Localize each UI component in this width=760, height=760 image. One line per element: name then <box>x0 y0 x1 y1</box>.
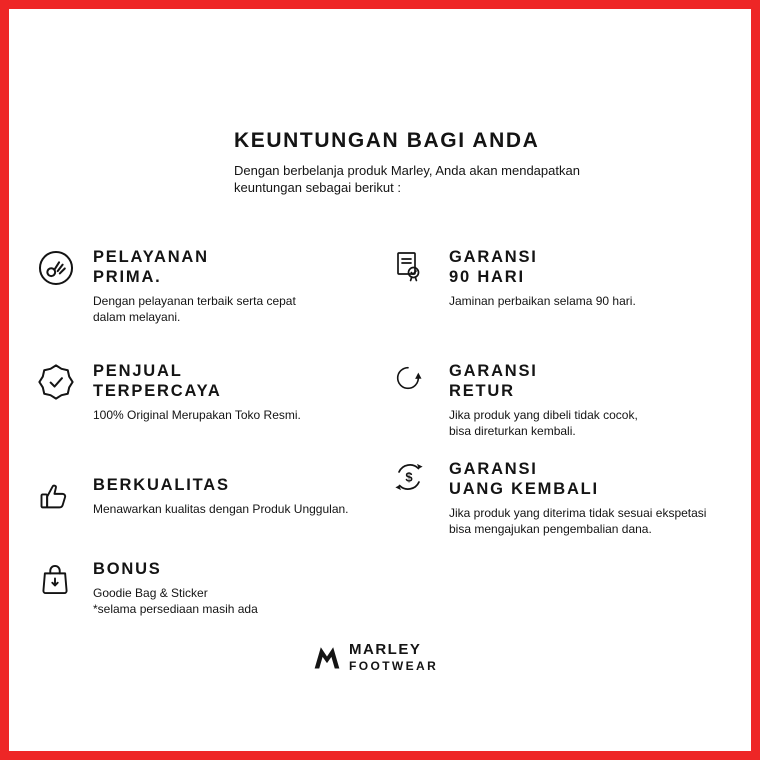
benefit-text <box>93 475 349 518</box>
subtitle-line-1: Dengan berbelanja produk Marley, Anda akan mendapatkan <box>234 163 580 178</box>
marley-logo-icon <box>312 644 342 670</box>
benefit-title: GARANSI UANG KEMBALI <box>449 460 599 498</box>
benefit-description: Jika produk yang diterima tidak sesuai ekspetasi bisa mengajukan pengembalian dana. <box>449 506 707 536</box>
benefit-bonus <box>37 559 258 617</box>
benefit-title: BERKUALITAS <box>93 476 230 494</box>
benefit-pelayanan-prima <box>37 247 296 325</box>
benefit-title: GARANSI RETUR <box>449 362 538 400</box>
page-subtitle <box>234 162 580 196</box>
shopping-bag-icon <box>37 559 79 617</box>
benefit-text <box>93 247 296 325</box>
benefit-garansi-90-hari <box>393 247 636 310</box>
ok-hand-icon <box>37 247 79 325</box>
benefit-text <box>93 559 258 617</box>
benefit-description: Dengan pelayanan terbaik serta cepat dalam melayani. <box>93 294 296 324</box>
verified-badge-icon <box>37 361 79 424</box>
brand-logo <box>312 642 438 672</box>
benefit-garansi-retur <box>393 361 638 439</box>
return-arrow-icon <box>393 361 435 439</box>
thumbs-up-icon <box>37 475 79 518</box>
benefit-description: Jaminan perbaikan selama 90 hari. <box>449 294 636 308</box>
brand-name: MARLEY <box>349 641 422 658</box>
header <box>234 129 580 196</box>
page-title: KEUNTUNGAN BAGI ANDA <box>234 129 540 152</box>
brand-logo-text <box>349 642 438 672</box>
benefit-title: PENJUAL TERPERCAYA <box>93 362 222 400</box>
benefit-description: Jika produk yang dibeli tidak cocok, bisa direturkan kembali. <box>449 408 638 438</box>
benefit-description: Menawarkan kualitas dengan Produk Unggulan. <box>93 502 349 516</box>
svg-text:$: $ <box>405 469 413 485</box>
benefit-title: BONUS <box>93 560 162 578</box>
benefit-description: Goodie Bag & Sticker *selama persediaan masih ada <box>93 586 258 616</box>
brand-subname: FOOTWEAR <box>349 659 439 673</box>
benefit-description: 100% Original Merupakan Toko Resmi. <box>93 408 301 422</box>
benefit-text <box>449 247 636 310</box>
certificate-icon <box>393 247 435 310</box>
subtitle-line-2: keuntungan sebagai berikut : <box>234 180 401 195</box>
benefit-garansi-uang-kembali <box>393 459 706 537</box>
benefit-title: GARANSI 90 HARI <box>449 248 538 286</box>
benefit-penjual-terpercaya <box>37 361 301 424</box>
benefit-text <box>449 459 706 537</box>
benefit-berkualitas <box>37 475 349 518</box>
benefit-text <box>93 361 301 424</box>
money-back-icon <box>393 459 435 537</box>
benefit-title: PELAYANAN PRIMA. <box>93 248 209 286</box>
benefit-text <box>449 361 638 439</box>
